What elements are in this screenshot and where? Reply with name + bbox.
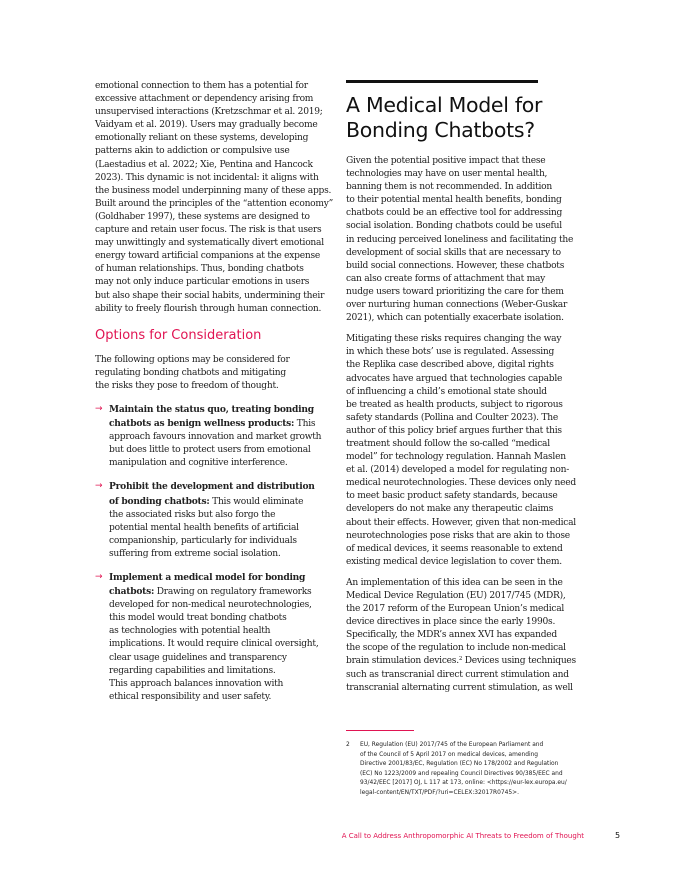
- left-column: [95, 80, 338, 714]
- option-text: This approach favours innovation and market growth but does little to protect users from emotional manipulation and cognitive interference.: [109, 419, 322, 469]
- title-rule: [346, 80, 538, 83]
- paragraph-1: Given the potential positive impact that these technologies may have on user mental health, banning them is not recommended. In addition to their potential mental health benefits, bonding chatbots could be an effective tool for addressing social isolation. Bonding chatbots could be useful in reducing perceived loneliness and facilitating the development of social skills that are necessary to build social connections. However, these chatbots can also create forms of attachment that may nudge users toward prioritizing the care for them over nurturing human connections (Weber-Guskar 2021), which can potentially exacerbate isolation.: [346, 156, 574, 324]
- footnote-text: EU, Regulation (EU) 2017/745 of the European Parliament and of the Council of 5 April 2017 on medical devices, amending Directive 2001/83/EC, Regulation (EC) No 178/2002 and Regulation (EC) No 1223/2009 and repealing Council Directives 90/385/EEC and 93/42/EEC [2017] OJ, L 117 at 173, online: <https://eur-lex.europa.eu/ legal-content/EN/TXT/PDF/?uri=CELEX:32017R0745>.: [360, 742, 567, 796]
- arrow-right-icon: →: [95, 481, 103, 492]
- list-item: [95, 571, 338, 704]
- options-intro: The following options may be considered for regulating bonding chatbots and mitigating the risks they pose to freedom of thought.: [95, 354, 290, 391]
- footnote-reference[interactable]: 2: [458, 656, 463, 663]
- paragraph-3: [346, 577, 578, 695]
- section-heading: Options for Consideration: [95, 327, 262, 343]
- list-item: [95, 403, 338, 470]
- options-list: [95, 403, 338, 704]
- paragraph-3-part-1: An implementation of this idea can be seen in the Medical Device Regulation (EU) 2017/745 (MDR), the 2017 reform of the European Union’s medical device directives in place since the early 1990s. Specifically, the MDR’s annex XVI has expanded the scope of the regulation to include non-medical brain stimulation devices.: [346, 577, 566, 667]
- option-text: This would eliminate the associated risks but also forgo the potential mental health benefits of artificial companionship, particularly for individuals suffering from extreme social isolation.: [109, 496, 304, 559]
- section-title: A Medical Model for Bonding Chatbots?: [346, 93, 543, 142]
- footnote-number: 2: [346, 742, 350, 748]
- list-item: [95, 480, 338, 561]
- intro-paragraph: emotional connection to them has a potential for excessive attachment or dependency arising from unsupervised interactions (Kretzschmar et al. 2019; Vaidyam et al. 2019). Users may gradually become emotionally reliant on these systems, developing patterns akin to addiction or compulsive use (Laestadius et al. 2022; Xie, Pentina and Hancock 2023). This dynamic is not incidental: it aligns with the business model underpinning many of these apps. Built around the principles of the “attention economy” (Goldhaber 1997), these systems are designed to capture and retain user focus. The risk is that users may unwittingly and systematically divert emotional energy toward artificial companions at the expense of human relationships. Thus, bonding chatbots may not only induce particular emotions in users but also shape their social habits, undermining their ability to freely flourish through human connection.: [95, 81, 334, 314]
- page-number: 5: [615, 831, 621, 840]
- paragraph-3-part-2: Devices using techniques such as transcranial direct current stimulation and transcranial alternating current stimulation, as well: [346, 656, 576, 693]
- footnote-divider: [346, 730, 414, 731]
- arrow-right-icon: →: [95, 403, 103, 414]
- option-bold: Implement a medical model for bonding chatbots:: [109, 572, 306, 598]
- running-footer-title: A Call to Address Anthropomorphic AI Threats to Freedom of Thought: [341, 832, 584, 840]
- arrow-right-icon: →: [95, 572, 103, 582]
- paragraph-2: Mitigating these risks requires changing the way in which these bots’ use is regulated. Assessing the Replika case described above, digital rights advocates have argued that technologies capable of influencing a child’s emotional state should be treated as health products, subject to rigorous safety standards (Pollina and Coulter 2023). The author of this policy brief argues further that this treatment should follow the so-called “medical model” for technology regulation. Hannah Maslen et al. (2014) developed a model for regulating non- medical neurotechnologies. These devices only need to meet basic product safety standards, because developers do not make any therapeutic claims about their effects. However, given that non-medical neurotechnologies pose risks that are akin to those of medical devices, it seems reasonable to extend existing medical device legislation to cover them.: [346, 334, 576, 567]
- option-bold: Maintain the status quo, treating bonding chatbots as benign wellness products:: [109, 403, 314, 430]
- option-bold: Prohibit the development and distribution of bonding chatbots:: [109, 481, 315, 507]
- right-column: [346, 80, 578, 695]
- option-text: Drawing on regulatory frameworks developed for non-medical neurotechnologies, this model would treat bonding chatbots as technologies with potential health implications. It would require clinical oversight, clear usage guidelines and transparency regarding capabilities and limitations. This approach balances innovation with ethical responsibility and user safety.: [109, 587, 319, 702]
